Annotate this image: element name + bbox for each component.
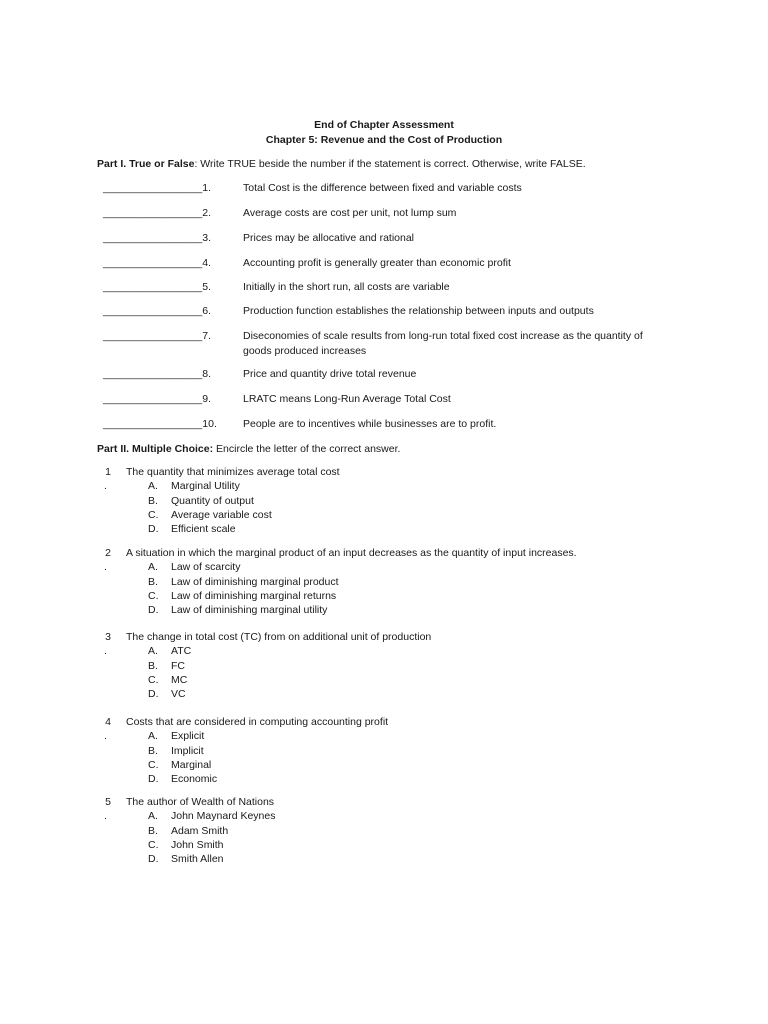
part2-heading bbox=[97, 442, 400, 456]
answer-blank: _________________1. bbox=[103, 182, 212, 194]
question-number: 1 bbox=[105, 466, 111, 478]
option-text: John Smith bbox=[171, 838, 224, 851]
item-number: 8. bbox=[202, 368, 212, 380]
question-stem: The author of Wealth of Nations bbox=[126, 796, 275, 808]
part2-instructions: Encircle the letter of the correct answer. bbox=[213, 443, 401, 455]
item-number: 3. bbox=[202, 232, 212, 244]
document-title: End of Chapter Assessment bbox=[314, 119, 454, 131]
option-text: Implicit bbox=[171, 744, 204, 757]
statement-text: LRATC means Long-Run Average Total Cost bbox=[243, 393, 451, 405]
option-letter[interactable]: B. bbox=[148, 575, 158, 588]
option-text: John Maynard Keynes bbox=[171, 810, 276, 823]
statement-text: Accounting profit is generally greater than economic profit bbox=[243, 257, 511, 269]
option-letter[interactable]: B. bbox=[148, 659, 158, 672]
item-number: 7. bbox=[202, 330, 212, 342]
question-stem: A situation in which the marginal product of an input decreases as the quantity of input increases. bbox=[126, 547, 577, 559]
question-dot: . bbox=[104, 561, 107, 574]
item-number: 9. bbox=[202, 393, 212, 405]
question-stem: The change in total cost (TC) from on additional unit of production bbox=[126, 631, 432, 643]
answer-blank: _________________2. bbox=[103, 207, 212, 219]
statement-text: Production function establishes the relationship between inputs and outputs bbox=[243, 305, 594, 317]
item-number: 5. bbox=[202, 281, 212, 293]
option-text: Smith Allen bbox=[171, 853, 224, 866]
option-letter[interactable]: A. bbox=[148, 561, 158, 574]
option-letter[interactable]: A. bbox=[148, 730, 158, 743]
question-dot: . bbox=[104, 645, 107, 658]
statement-text: Initially in the short run, all costs are variable bbox=[243, 281, 450, 293]
option-letter[interactable]: D. bbox=[148, 853, 159, 866]
option-text: Law of diminishing marginal returns bbox=[171, 589, 337, 602]
item-number: 6. bbox=[202, 305, 212, 317]
option-text: ATC bbox=[171, 645, 192, 658]
option-letter[interactable]: B. bbox=[148, 744, 158, 757]
option-text: Quantity of output bbox=[171, 494, 254, 507]
option-letter[interactable]: A. bbox=[148, 480, 158, 493]
part2-label: Part II. Multiple Choice: bbox=[97, 443, 214, 455]
option-text: FC bbox=[171, 659, 185, 672]
option-text: MC bbox=[171, 673, 188, 686]
answer-blank: _________________6. bbox=[103, 305, 212, 317]
question-number: 4 bbox=[105, 716, 111, 728]
option-letter[interactable]: C. bbox=[148, 838, 159, 851]
answer-blank: _________________5. bbox=[103, 281, 212, 293]
option-text: Law of scarcity bbox=[171, 561, 241, 574]
option-letter[interactable]: D. bbox=[148, 688, 159, 701]
question-dot: . bbox=[104, 730, 107, 743]
statement-text: Prices may be allocative and rational bbox=[243, 232, 415, 244]
statement-text: Price and quantity drive total revenue bbox=[243, 368, 417, 380]
option-text: VC bbox=[171, 688, 186, 701]
option-text: Efficient scale bbox=[171, 523, 236, 536]
question-stem: Costs that are considered in computing accounting profit bbox=[126, 716, 389, 728]
part1-instructions: : Write TRUE beside the number if the statement is correct. Otherwise, write FALSE. bbox=[194, 158, 586, 170]
option-letter[interactable]: A. bbox=[148, 810, 158, 823]
option-text: Law of diminishing marginal product bbox=[171, 575, 339, 588]
answer-blank: _________________3. bbox=[103, 232, 212, 244]
question-stem: The quantity that minimizes average total cost bbox=[126, 466, 340, 478]
answer-blank: _________________10. bbox=[103, 418, 217, 430]
item-number: 2. bbox=[202, 207, 212, 219]
answer-blank: _________________8. bbox=[103, 368, 212, 380]
option-text: Explicit bbox=[171, 730, 205, 743]
option-letter[interactable]: C. bbox=[148, 673, 159, 686]
item-number: 4. bbox=[202, 257, 212, 269]
option-letter[interactable]: B. bbox=[148, 494, 158, 507]
question-number: 5 bbox=[105, 796, 111, 808]
option-letter[interactable]: D. bbox=[148, 604, 159, 617]
option-letter[interactable]: B. bbox=[148, 824, 158, 837]
statement-text: Diseconomies of scale results from long-run total fixed cost increase as the quantity of goods produced increases bbox=[243, 330, 643, 357]
part1-heading bbox=[97, 157, 586, 171]
answer-blank: _________________9. bbox=[103, 393, 212, 405]
title-block bbox=[0, 118, 768, 148]
question-dot: . bbox=[104, 810, 107, 823]
option-text: Marginal bbox=[171, 758, 212, 771]
option-text: Average variable cost bbox=[171, 508, 272, 521]
option-letter[interactable]: A. bbox=[148, 645, 158, 658]
chapter-title: Chapter 5: Revenue and the Cost of Production bbox=[265, 134, 503, 146]
item-number: 1. bbox=[202, 182, 212, 194]
statement-text: People are to incentives while businesses are to profit. bbox=[243, 418, 497, 430]
option-letter[interactable]: C. bbox=[148, 758, 159, 771]
option-letter[interactable]: D. bbox=[148, 523, 159, 536]
option-text: Marginal Utility bbox=[171, 480, 240, 493]
answer-blank: _________________7. bbox=[103, 330, 212, 342]
part1-label: Part I. True or False bbox=[97, 158, 195, 170]
option-text: Adam Smith bbox=[171, 824, 229, 837]
option-letter[interactable]: C. bbox=[148, 508, 159, 521]
answer-blank: _________________4. bbox=[103, 257, 212, 269]
item-number: 10. bbox=[202, 418, 217, 430]
question-dot: . bbox=[104, 480, 107, 493]
question-number: 3 bbox=[105, 631, 111, 643]
option-letter[interactable]: D. bbox=[148, 773, 159, 786]
option-text: Law of diminishing marginal utility bbox=[171, 604, 328, 617]
question-number: 2 bbox=[105, 547, 111, 559]
statement-text: Total Cost is the difference between fixed and variable costs bbox=[243, 182, 522, 194]
option-letter[interactable]: C. bbox=[148, 589, 159, 602]
option-text: Economic bbox=[171, 773, 218, 786]
statement-text: Average costs are cost per unit, not lump sum bbox=[243, 207, 457, 219]
